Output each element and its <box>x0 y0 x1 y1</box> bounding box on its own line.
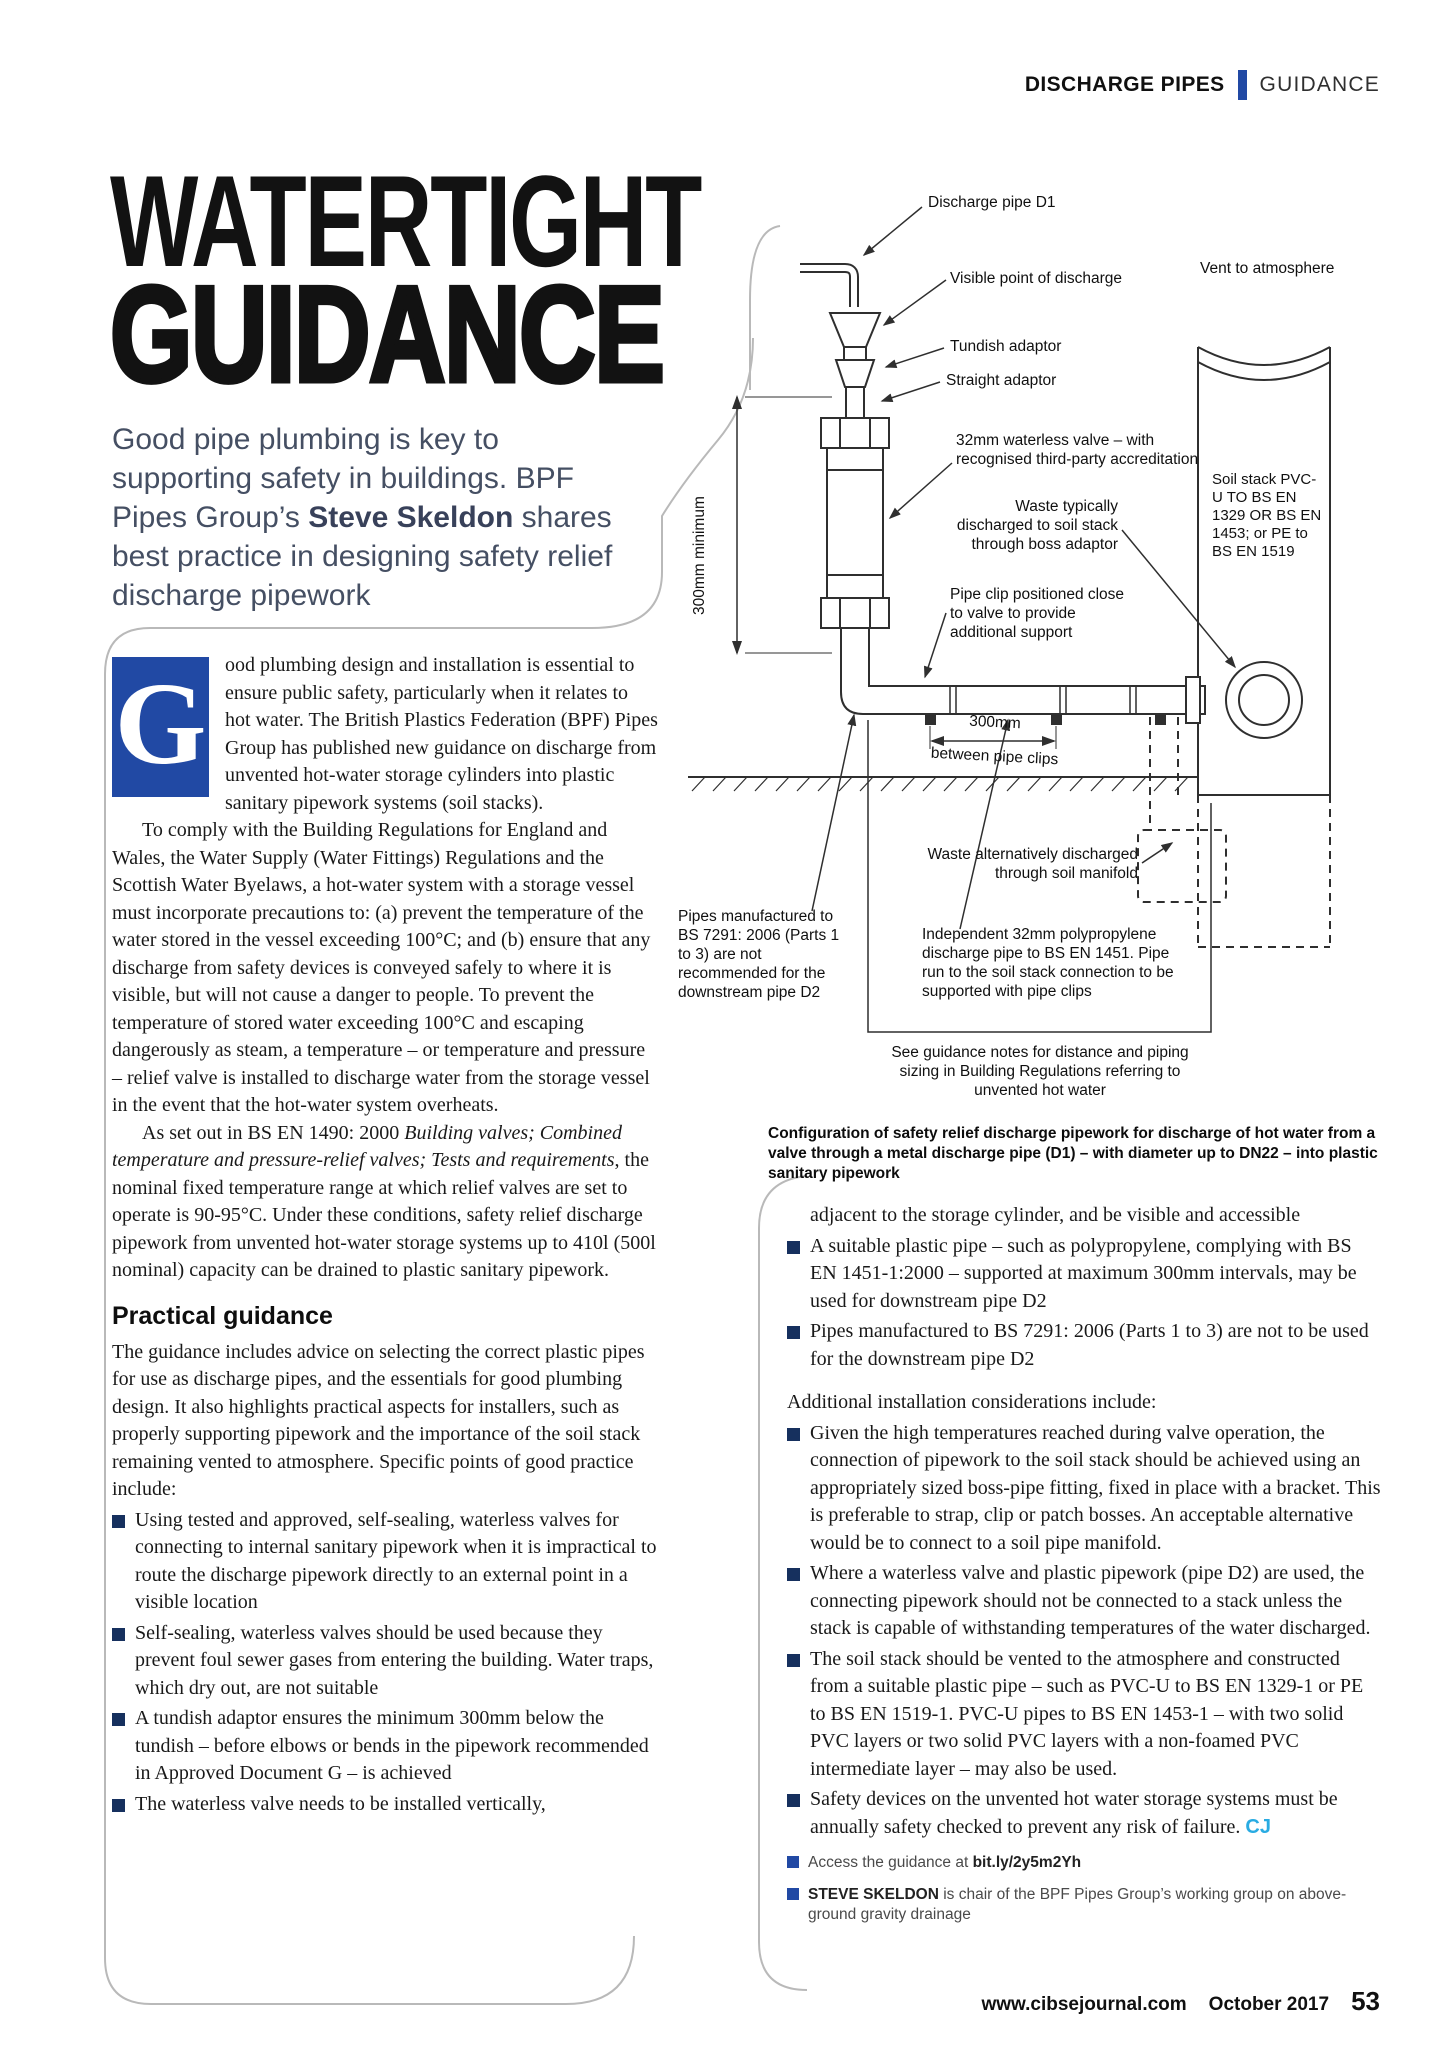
diagram-label-vent: Vent to atmosphere <box>1200 260 1335 277</box>
list-item <box>787 1786 1383 1841</box>
author-bio-text <box>808 1885 1383 1925</box>
standfirst <box>112 420 636 615</box>
paragraph-1-text: ood plumbing design and installation is essential to ensure public safety, particularly when it relates to hot water. The British Plastics Federation (BPF) Pipes Group has published new guidance on discharge from unvented hot-water storage cylinders into plastic sanitary pipework systems (soil stacks). <box>225 654 658 814</box>
footer-page-number: 53 <box>1351 1986 1380 2016</box>
diagram-label-soil-stack: Soil stack PVC-U TO BS EN 1329 OR BS EN 1453; or PE to BS EN 1519 <box>1212 471 1322 560</box>
spacer <box>787 1373 1383 1389</box>
bullet-square-icon <box>787 1856 799 1868</box>
discharge-pipework-diagram <box>660 185 1400 1185</box>
paragraph-4: The guidance includes advice on selecting the correct plastic pipes for use as discharge pipes, and the essentials for good plumbing design. It also highlights practical aspects for installers, such as properly supporting pipework and the importance of the soil stack remaining vented to atmosphere. Specific points of good practice include: <box>112 1340 645 1500</box>
author-name: STEVE SKELDON <box>808 1886 939 1903</box>
list-item <box>112 1507 658 1617</box>
list-item-text: A suitable plastic pipe – such as polypropylene, complying with BS EN 1451-1:2000 – supported at maximum 300mm intervals, may be used for downstream pipe D2 <box>810 1234 1357 1312</box>
drop-cap: G <box>112 657 209 797</box>
vertical-dimension <box>732 395 832 655</box>
list-item <box>787 1646 1383 1784</box>
diagram-label-300mm-minimum: 300mm minimum <box>691 496 708 615</box>
diagram-label-tundish-adaptor: Tundish adaptor <box>950 338 1062 355</box>
bullet-square-icon <box>787 1794 800 1807</box>
bullet-square-icon <box>787 1568 800 1581</box>
left-column <box>112 652 658 1818</box>
final-bullet-text: Safety devices on the unvented hot water storage systems must be annually safety checked to prevent any risk of failure. <box>810 1788 1338 1838</box>
list-item-text: Self-sealing, waterless valves should be used because they prevent foul sewer gases from entering the building. Water traps, which dry out, are not suitable <box>135 1621 654 1699</box>
diagram-label-straight-adaptor: Straight adaptor <box>946 372 1057 389</box>
bullet-square-icon <box>112 1713 125 1726</box>
paragraph-3-text-2: , the nominal fixed temperature range at which relief valves are set to operate is 90-95°C. Under these conditions, safety relief discharge pipework from unvented hot-water storage systems up to 410l (500l nominal) capacity can be drained to plastic sanitary pipework. <box>112 1149 656 1281</box>
list-item <box>787 1233 1383 1316</box>
bullet-square-icon <box>112 1515 125 1528</box>
list-item <box>112 1791 658 1819</box>
list-item <box>787 1560 1383 1643</box>
floor-hatch <box>688 777 1198 791</box>
access-guidance-line <box>787 1853 1383 1873</box>
paragraph-3 <box>112 1120 658 1285</box>
continuation-line: adjacent to the storage cylinder, and be visible and accessible <box>810 1204 1301 1226</box>
author-bio-rest: is chair of the BPF Pipes Group’s working group on above-ground gravity drainage <box>808 1886 1347 1923</box>
list-item-text: Pipes manufactured to BS 7291: 2006 (Parts 1 to 3) are not to be used for the downstream pipe D2 <box>810 1320 1369 1370</box>
author-bio-line <box>787 1885 1383 1925</box>
boss-adaptor-drawing <box>1226 662 1302 738</box>
list-item-text: The soil stack should be vented to the atmosphere and constructed from a suitable plastic pipe – such as PVC-U to BS EN 1329-1 or PE to BS EN 1519-1. PVC-U pipes to BS EN 1453-1 – with two solid PVC layers or two solid PVC layers with a non-foamed PVC intermediate layer – may also be used. <box>810 1647 1364 1780</box>
access-text-pre: Access the guidance at <box>808 1854 973 1871</box>
figure-caption: Configuration of safety relief discharge pipework for discharge of hot water from a valve through a metal discharge pipe (D1) – with diameter up to DN22 – into plastic sanitary pipework <box>768 1125 1378 1182</box>
list-item-text: Given the high temperatures reached during valve operation, the connection of pipework to the soil stack should be achieved using an appropriately sized boss-pipe fitting, fixed in place with a bracket. This is preferable to strap, clip or patch bosses. An acceptable alternative would be to connect to a soil pipe manifold. <box>810 1421 1381 1554</box>
bullet-square-icon <box>787 1888 799 1900</box>
footer-issue-date: October 2017 <box>1208 1994 1330 2015</box>
bullet-square-icon <box>787 1428 800 1441</box>
valve-assembly-drawing <box>800 268 889 628</box>
right-column <box>787 1202 1383 1925</box>
list-item-text: A tundish adaptor ensures the minimum 300mm below the tundish – before elbows or bends in the pipework recommended in Approved Document G – is achieved <box>135 1707 649 1784</box>
bullet-square-icon <box>787 1654 800 1667</box>
list-item-text <box>810 1786 1383 1841</box>
diagram-linework <box>660 185 1400 1185</box>
diagram-label-waterless-valve: 32mm waterless valve – with recognised third-party accreditation <box>956 432 1199 468</box>
paragraph-2: To comply with the Building Regulations for England and Wales, the Water Supply (Water Fittings) Regulations and the Scottish Water Byelaws, a hot-water system with a storage vessel must incorporate precautions to: (a) prevent the temperature of the water stored in the vessel exceeding 100°C; and (b) ensure that any discharge from safety devices is conveyed safely to where it is visible, but will not cause a danger to people. To prevent the temperature of stored water exceeding 100°C and escaping dangerously as steam, a temperature – or temperature and pressure – relief valve is installed to discharge water from the storage vessel in the event that the hot-water system overheats. <box>112 819 651 1116</box>
access-text <box>808 1853 1081 1873</box>
list-item <box>112 1705 658 1788</box>
bullet-square-icon <box>787 1241 800 1254</box>
standfirst-text: Good pipe plumbing is key to supporting safety in buildings. BPF Pipes Group’s <box>112 423 574 534</box>
list-item-text: Where a waterless valve and plastic pipework (pipe D2) are used, the connecting pipework should not be connected to a stack unless the stack is capable of withstanding temperatures of the water discharged. <box>810 1562 1371 1639</box>
diagram-label-300mm: 300mm <box>968 712 1022 733</box>
diagram-label-see-guidance: See guidance notes for distance and piping sizing in Building Regulations referring to unvented hot water <box>891 1044 1189 1099</box>
diagram-label-visible-point: Visible point of discharge <box>950 270 1123 287</box>
diagram-label-independent-pipe: Independent 32mm polypropylene discharge pipe to BS EN 1451. Pipe run to the soil stack connection to be supported with pipe clips <box>922 926 1174 1000</box>
list-item <box>112 1620 658 1703</box>
diagram-label-waste-typically: Waste typically discharged to soil stack through boss adaptor <box>956 498 1118 553</box>
list-item <box>787 1420 1383 1558</box>
bullet-square-icon <box>112 1628 125 1641</box>
title-line-1: WATERTIGHT <box>110 148 701 294</box>
paragraph-3-text: As set out in BS EN 1490: 2000 <box>142 1121 405 1144</box>
end-of-article-mark: CJ <box>1245 1815 1271 1838</box>
paragraph-3-citation: Building valves; Combined temperature and pressure-relief valves; Tests and requirements <box>112 1121 622 1171</box>
diagram-label-between-pipe-clips: between pipe clips <box>930 744 1059 769</box>
diagram-label-waste-alternative: Waste alternatively discharged through soil manifold <box>927 846 1138 882</box>
standfirst-text-2: shares best practice in designing safety relief discharge pipework <box>112 501 613 612</box>
header-divider-bar <box>1238 70 1247 100</box>
page-header <box>0 70 1380 100</box>
title-line-2: GUIDANCE <box>110 258 664 410</box>
bullet-square-icon <box>787 1326 800 1339</box>
standfirst-author-name: Steve Skeldon <box>308 501 514 534</box>
diagram-label-pipes-bs7291: Pipes manufactured to BS 7291: 2006 (Parts 1 to 3) are not recommended for the downstream pipe D2 <box>678 908 840 1001</box>
additional-intro: Additional installation considerations include: <box>787 1391 1157 1413</box>
diagram-label-discharge-pipe-d1: Discharge pipe D1 <box>928 194 1056 211</box>
subheading-practical-guidance: Practical guidance <box>112 1301 333 1330</box>
list-item-text: The waterless valve needs to be installed vertically, <box>135 1792 546 1815</box>
page-footer <box>0 1986 1380 2017</box>
list-item-text: Using tested and approved, self-sealing, waterless valves for connecting to internal sanitary pipework when it is impractical to route the discharge pipework directly to an external point in a visible location <box>135 1508 657 1613</box>
bullet-square-icon <box>112 1799 125 1812</box>
diagram-label-pipe-clip: Pipe clip positioned close to valve to provide additional support <box>950 586 1125 641</box>
guidance-link[interactable]: bit.ly/2y5m2Yh <box>972 1854 1082 1871</box>
footer-website[interactable]: www.cibsejournal.com <box>981 1994 1187 2015</box>
category-label: GUIDANCE <box>1259 73 1380 96</box>
paragraph-1 <box>112 652 658 817</box>
section-label: DISCHARGE PIPES <box>1024 73 1225 96</box>
discharge-pipe-d2-drawing <box>841 628 1205 724</box>
list-item <box>787 1318 1383 1373</box>
